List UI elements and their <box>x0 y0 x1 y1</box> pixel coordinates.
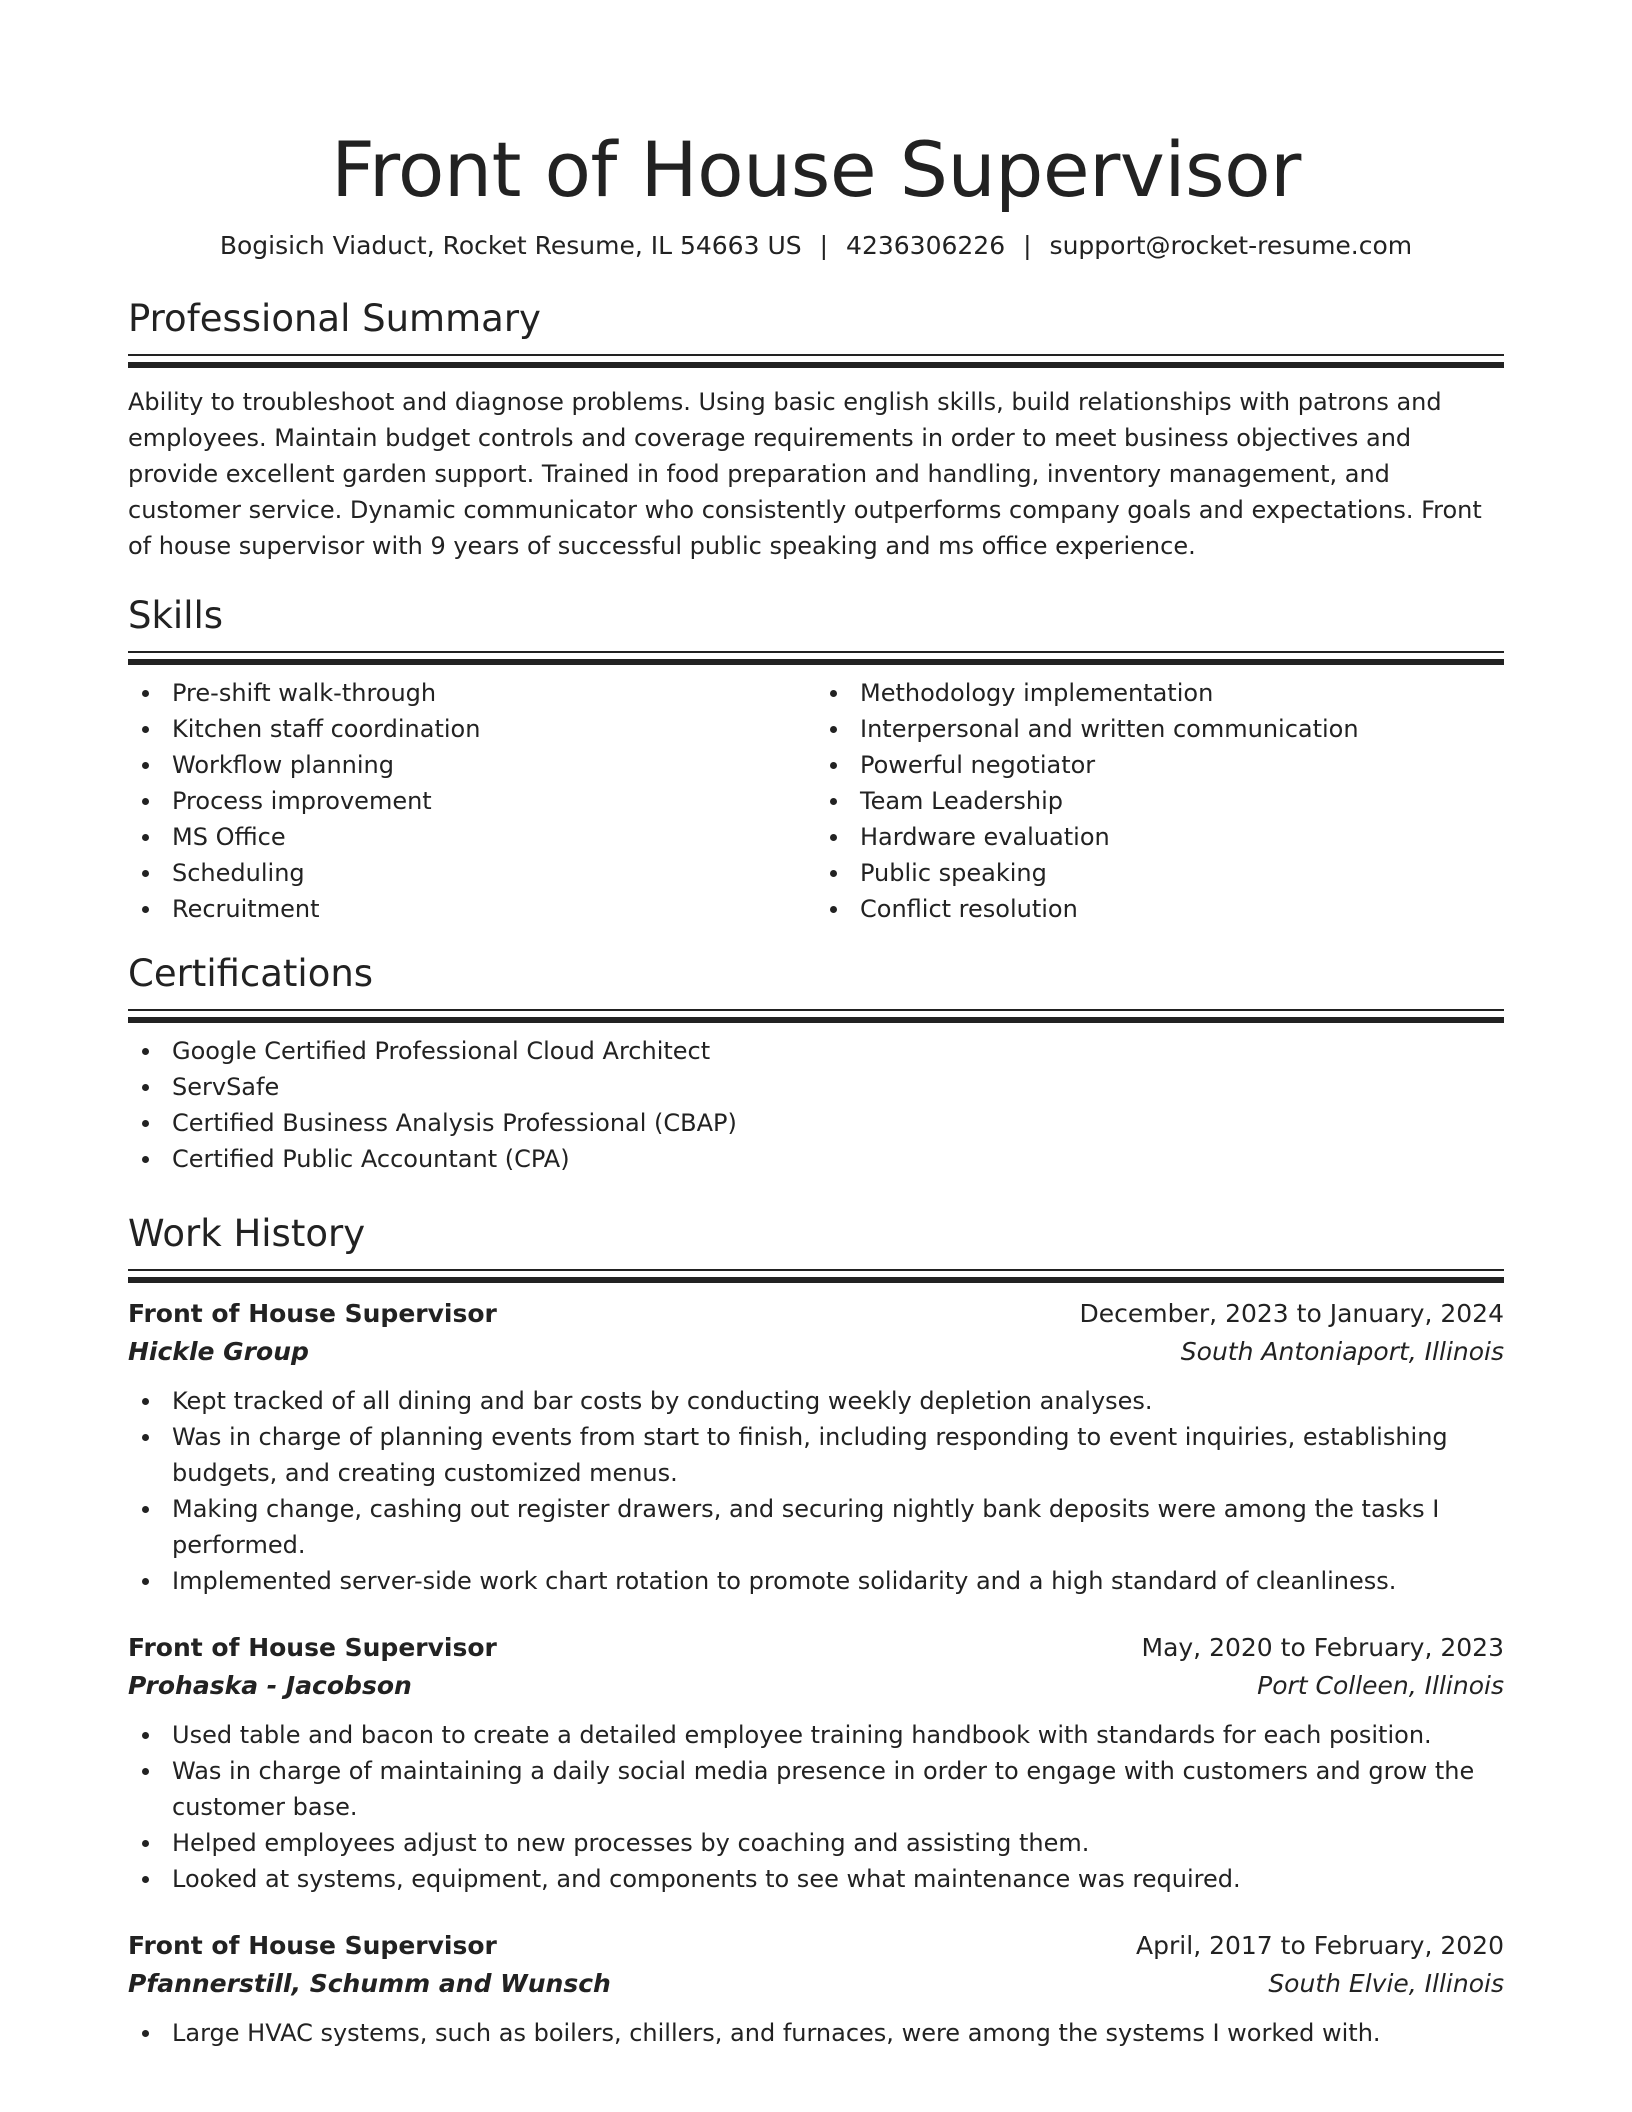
certification-item: Certified Business Analysis Professional (CBAP) <box>128 1105 1504 1141</box>
skills-list-left <box>128 675 816 927</box>
job-bullet: Kept tracked of all dining and bar costs by conducting weekly depletion analyses. <box>128 1383 1504 1419</box>
skill-item: Interpersonal and written communication <box>816 711 1504 747</box>
certification-item: ServSafe <box>128 1069 1504 1105</box>
section-divider <box>128 651 1504 661</box>
section-divider <box>128 1269 1504 1279</box>
job-bullet: Implemented server-side work chart rotation to promote solidarity and a high standard of cleanliness. <box>128 1563 1504 1599</box>
job-bullets <box>128 1383 1504 1599</box>
job-company-row <box>128 1333 1504 1371</box>
job-role: Front of House Supervisor <box>128 1299 497 1328</box>
skill-item: Workflow planning <box>128 747 816 783</box>
contact-separator: | <box>819 231 829 260</box>
skill-item: Powerful negotiator <box>816 747 1504 783</box>
skill-item: Pre-shift walk-through <box>128 675 816 711</box>
job-bullet: Was in charge of maintaining a daily social media presence in order to engage with customers and grow the customer base. <box>128 1753 1504 1825</box>
job-bullet: Making change, cashing out register drawers, and securing nightly bank deposits were among the tasks I performed. <box>128 1491 1504 1563</box>
skills-grid <box>128 675 1504 927</box>
certification-item: Certified Public Accountant (CPA) <box>128 1141 1504 1177</box>
certifications-list <box>128 1033 1504 1177</box>
skill-item: Kitchen staff coordination <box>128 711 816 747</box>
job-bullet: Was in charge of planning events from start to finish, including responding to event inquiries, establishing budgets, and creating customized menus. <box>128 1419 1504 1491</box>
contact-email: support@rocket-resume.com <box>1049 231 1413 260</box>
job-header-row <box>128 1629 1504 1667</box>
job-bullets <box>128 1717 1504 1897</box>
skill-item: Conflict resolution <box>816 891 1504 927</box>
section-heading-skills: Skills <box>128 594 224 637</box>
summary-text: Ability to troubleshoot and diagnose problems. Using basic english skills, build relationships with patrons and employees. Maintain budget controls and coverage requirements in order to meet business objectives and provide excellent garden support. Trained in food preparation and handling, inventory management, and customer service. Dynamic communicator who consistently outperforms company goals and expectations. Front of house supervisor with 9 years of successful public speaking and ms office experience. <box>128 388 1482 560</box>
work-history-section <box>128 1211 1504 2051</box>
certifications-section <box>128 951 1504 1177</box>
job-dates: December, 2023 to January, 2024 <box>1079 1299 1504 1328</box>
job-role: Front of House Supervisor <box>128 1931 497 1960</box>
job-bullet: Looked at systems, equipment, and components to see what maintenance was required. <box>128 1861 1504 1897</box>
contact-phone: 4236306226 <box>846 231 1006 260</box>
resume-page <box>128 0 1504 2051</box>
job-dates: April, 2017 to February, 2020 <box>1136 1931 1504 1960</box>
skills-section <box>128 593 1504 927</box>
skill-item: Hardware evaluation <box>816 819 1504 855</box>
contact-address: Bogisich Viaduct, Rocket Resume, IL 54663 US <box>219 231 802 260</box>
skill-item: Methodology implementation <box>816 675 1504 711</box>
job-header-row <box>128 1927 1504 1965</box>
job-company: Hickle Group <box>128 1337 309 1366</box>
skill-item: MS Office <box>128 819 816 855</box>
section-heading-work-history: Work History <box>128 1212 366 1255</box>
job-bullet: Used table and bacon to create a detailed employee training handbook with standards for each position. <box>128 1717 1504 1753</box>
job-entry <box>128 1629 1504 1897</box>
job-entry <box>128 1927 1504 2051</box>
skill-item: Team Leadership <box>816 783 1504 819</box>
skill-item: Scheduling <box>128 855 816 891</box>
skill-item: Process improvement <box>128 783 816 819</box>
job-bullets <box>128 2015 1504 2051</box>
skill-item: Public speaking <box>816 855 1504 891</box>
job-company: Prohaska - Jacobson <box>128 1671 412 1700</box>
job-entry <box>128 1295 1504 1599</box>
skills-list-right <box>816 675 1504 927</box>
certification-item: Google Certified Professional Cloud Architect <box>128 1033 1504 1069</box>
job-company: Pfannerstill, Schumm and Wunsch <box>128 1969 611 1998</box>
section-heading-certifications: Certifications <box>128 952 374 995</box>
contact-line <box>128 230 1504 262</box>
summary-section <box>128 296 1504 564</box>
job-role: Front of House Supervisor <box>128 1633 497 1662</box>
job-dates: May, 2020 to February, 2023 <box>1141 1633 1504 1662</box>
contact-separator: | <box>1023 231 1032 260</box>
skill-item: Recruitment <box>128 891 816 927</box>
section-divider <box>128 354 1504 364</box>
job-location: South Antoniaport, Illinois <box>1180 1337 1504 1366</box>
job-bullet: Helped employees adjust to new processes by coaching and assisting them. <box>128 1825 1504 1861</box>
job-header-row <box>128 1295 1504 1333</box>
job-location: South Elvie, Illinois <box>1268 1969 1504 1998</box>
job-company-row <box>128 1667 1504 1705</box>
job-company-row <box>128 1965 1504 2003</box>
job-bullet: Large HVAC systems, such as boilers, chillers, and furnaces, were among the systems I worked with. <box>128 2015 1504 2051</box>
resume-title: Front of House Supervisor <box>331 125 1301 214</box>
section-heading-summary: Professional Summary <box>128 297 541 340</box>
section-divider <box>128 1009 1504 1019</box>
job-location: Port Colleen, Illinois <box>1257 1671 1504 1700</box>
